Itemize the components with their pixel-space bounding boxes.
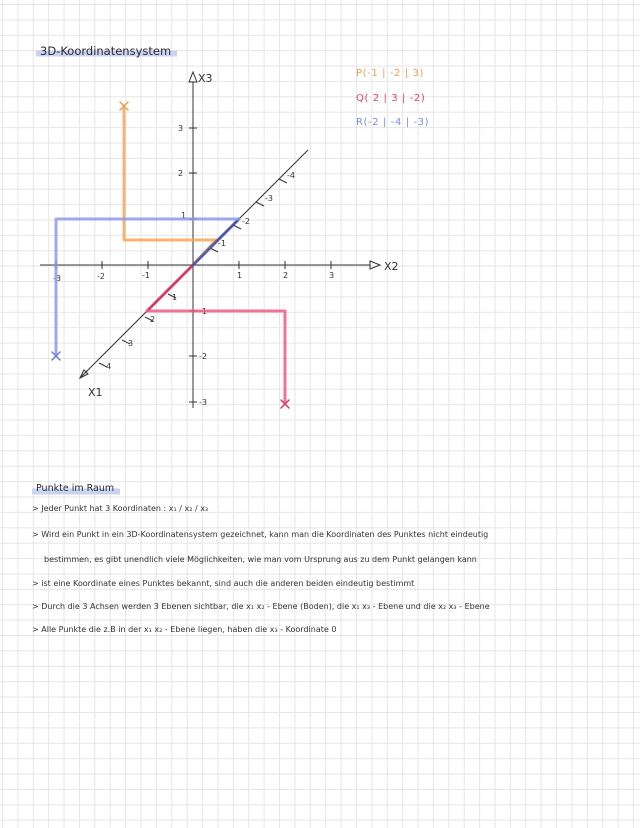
x3-tick-label: 2 (178, 169, 184, 178)
x3-tick-label: -2 (199, 352, 207, 361)
note-line-5: > Durch die 3 Achsen werden 3 Ebenen sichtbar, die x₁ x₂ - Ebene (Boden), die x₁ x₃ - Ebene und die x₂ x₃ - Ebene (32, 602, 490, 611)
x3-tick-label: -1 (199, 307, 207, 316)
point-r-diagonal-segment (193, 219, 239, 265)
x1-tick-label: 1 (172, 293, 178, 302)
x2-tick-label: -1 (142, 271, 150, 280)
x2-tick-label: 2 (283, 271, 289, 280)
x3-arrowhead (189, 72, 197, 82)
x1-tick-mark (256, 202, 264, 206)
page-title: 3D-Koordinatensystem (36, 44, 177, 58)
x2-tick-label: -2 (97, 272, 105, 281)
x2-axis-label: X2 (384, 260, 399, 273)
x1-tick-label: -3 (265, 194, 273, 203)
point-p-construction (120, 102, 216, 265)
note-line-3: bestimmen, es gibt unendlich viele Möglichkeiten, wie man vom Ursprung aus zu dem Punkt gelangen kann (44, 555, 477, 564)
point-q-diagonal-segment (147, 265, 193, 311)
x3-tick-label: 3 (178, 124, 184, 133)
x1-tick-label: -4 (287, 171, 295, 180)
note-line-1: > Jeder Punkt hat 3 Koordinaten : x₁ / x₂ / x₃ (32, 504, 209, 513)
point-q-path (147, 311, 285, 404)
point-q-label: Q( 2 | 3 | -2) (356, 93, 426, 104)
point-p-label: P(-1 | -2 | 3) (356, 68, 424, 79)
point-r-label: R(-2 | -4 | -3) (356, 117, 430, 128)
note-line-4: > ist eine Koordinate eines Punktes bekannt, sind auch die anderen beiden eindeutig bestimmt (32, 579, 415, 588)
x2-tick-label: 3 (329, 271, 335, 280)
x1-tick-label: 2 (150, 315, 156, 324)
note-line-2: > Wird ein Punkt in ein 3D-Koordinatensystem gezeichnet, kann man die Koordinaten des Punktes nicht eindeutig (32, 530, 489, 539)
x2-arrowhead (370, 261, 380, 269)
x2-tick-label: 1 (237, 271, 243, 280)
x3-axis-label: X3 (198, 72, 213, 85)
x2-tick-label: -3 (53, 274, 61, 283)
section-title-punkte-im-raum: Punkte im Raum (32, 482, 120, 496)
x1-tick-label: -2 (242, 217, 250, 226)
x3-tick-label: 1 (181, 211, 187, 220)
x1-tick-label: -1 (218, 239, 226, 248)
x1-axis-label: X1 (88, 386, 103, 399)
x3-tick-label: -3 (199, 398, 207, 407)
x1-tick-label: 4 (106, 362, 112, 371)
point-q-construction (147, 265, 289, 408)
x1-tick-label: 3 (128, 339, 134, 348)
x1-tick-mark (279, 179, 287, 183)
note-line-6: > Alle Punkte die z.B in der x₁ x₂ - Ebene liegen, haben die x₃ - Koordinate 0 (32, 625, 337, 634)
